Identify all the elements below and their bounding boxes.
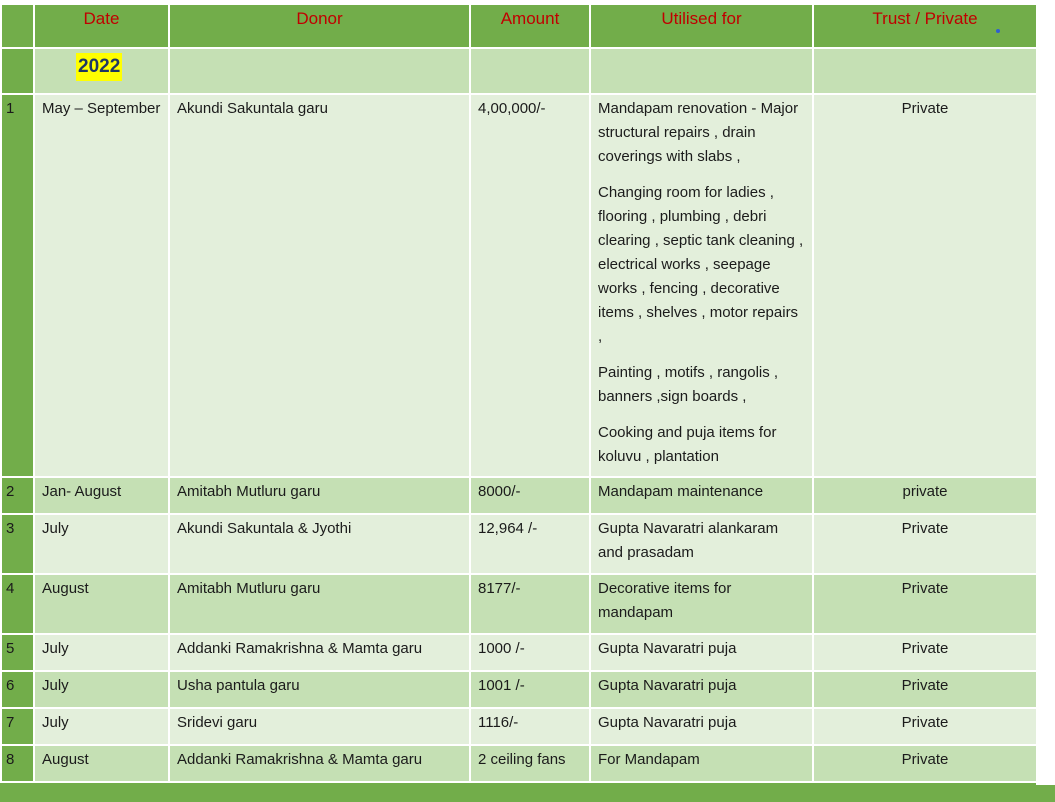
type-cell: Private [813, 514, 1037, 574]
type-cell: Private [813, 671, 1037, 708]
year-cell [34, 48, 169, 94]
row-number: 4 [1, 574, 34, 634]
donations-table [0, 3, 1038, 783]
row-number: 6 [1, 671, 34, 708]
amount-cell: 2 ceiling fans [470, 745, 590, 782]
header-date: Date [34, 4, 169, 48]
donor-cell: Amitabh Mutluru garu [169, 477, 470, 514]
type-cell: Private [813, 574, 1037, 634]
amount-cell: 12,964 /- [470, 514, 590, 574]
table-row [1, 574, 1037, 634]
date-cell: July [34, 708, 169, 745]
type-cell: Private [813, 634, 1037, 671]
row-number: 5 [1, 634, 34, 671]
amount-cell: 1000 /- [470, 634, 590, 671]
amount-cell: 4,00,000/- [470, 94, 590, 477]
row-number: 8 [1, 745, 34, 782]
donor-cell: Akundi Sakuntala & Jyothi [169, 514, 470, 574]
date-cell: Jan- August [34, 477, 169, 514]
row-number: 7 [1, 708, 34, 745]
utilised-for-cell [590, 94, 813, 477]
date-cell: August [34, 745, 169, 782]
utilised-for-paragraph: Painting , motifs , rangolis , banners ,sign boards , [598, 364, 779, 405]
utilised-for-cell: Gupta Navaratri puja [590, 671, 813, 708]
amount-cell: 8177/- [470, 574, 590, 634]
utilised-for-cell: Gupta Navaratri alankaram and prasadam [590, 514, 813, 574]
header-trust-private: Trust / Private [813, 4, 1037, 48]
type-cell: Private [813, 94, 1037, 477]
utilised-for-cell: Decorative items for mandapam [590, 574, 813, 634]
year-row [1, 48, 1037, 94]
date-cell: July [34, 634, 169, 671]
header-row [1, 4, 1037, 48]
donor-cell: Addanki Ramakrishna & Mamta garu [169, 634, 470, 671]
amount-cell: 8000/- [470, 477, 590, 514]
type-cell: Private [813, 708, 1037, 745]
type-cell: private [813, 477, 1037, 514]
donor-cell: Addanki Ramakrishna & Mamta garu [169, 745, 470, 782]
donor-cell: Usha pantula garu [169, 671, 470, 708]
utilised-for-cell: For Mandapam [590, 745, 813, 782]
utilised-for-cell: Gupta Navaratri puja [590, 634, 813, 671]
date-cell: May – September [34, 94, 169, 477]
table-row [1, 477, 1037, 514]
header-number [1, 4, 34, 48]
amount-cell: 1001 /- [470, 671, 590, 708]
table-row [1, 708, 1037, 745]
date-cell: July [34, 514, 169, 574]
table-row [1, 745, 1037, 782]
right-margin [1036, 0, 1055, 785]
header-utilised-for: Utilised for [590, 4, 813, 48]
row-number: 1 [1, 94, 34, 477]
table-row [1, 634, 1037, 671]
header-donor: Donor [169, 4, 470, 48]
date-cell: August [34, 574, 169, 634]
date-cell: July [34, 671, 169, 708]
donor-cell: Akundi Sakuntala garu [169, 94, 470, 477]
type-cell: Private [813, 745, 1037, 782]
cursor-dot [996, 29, 1000, 33]
table-row [1, 94, 1037, 477]
header-amount: Amount [470, 4, 590, 48]
utilised-for-paragraph: Mandapam renovation - Major structural repairs , drain coverings with slabs , [598, 100, 799, 165]
row-number: 3 [1, 514, 34, 574]
table-row [1, 514, 1037, 574]
row-number: 2 [1, 477, 34, 514]
utilised-for-cell: Gupta Navaratri puja [590, 708, 813, 745]
utilised-for-cell: Mandapam maintenance [590, 477, 813, 514]
amount-cell: 1116/- [470, 708, 590, 745]
year-label: 2022 [76, 53, 122, 81]
table-row [1, 671, 1037, 708]
year-row-number [1, 48, 34, 94]
donor-cell: Sridevi garu [169, 708, 470, 745]
donor-cell: Amitabh Mutluru garu [169, 574, 470, 634]
utilised-for-paragraph: Changing room for ladies , flooring , plumbing , debri clearing , septic tank cleaning , electrical works , seepage works , fencing , decorative items , shelves , motor repairs , [598, 184, 804, 345]
utilised-for-paragraph: Cooking and puja items for koluvu , plantation [598, 424, 777, 465]
